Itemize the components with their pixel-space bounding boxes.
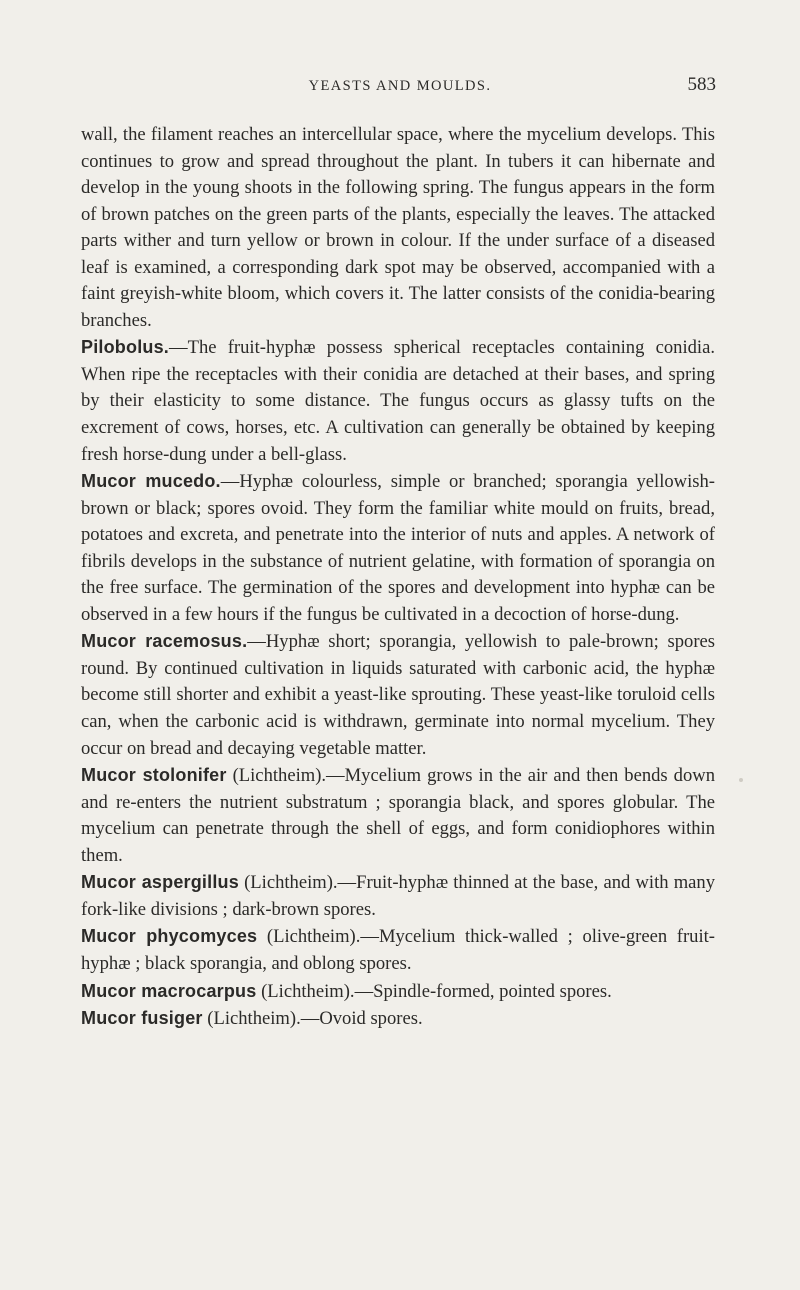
entry-term: Mucor macrocarpus [81, 980, 257, 1001]
entry-term: Mucor aspergillus [81, 872, 239, 893]
entry-term: Mucor fusiger [81, 1008, 203, 1029]
paper-speck [739, 778, 743, 782]
entry-text: (Lichtheim).—Mycelium grows in the air and then bends down and re-enters the nutrient substratum ; sporangia black, and spores globular. The mycelium can penetrate through the shell of eggs, and form conidiophores within them. [81, 765, 715, 866]
entry-term: Mucor stolonifer [81, 765, 227, 786]
entry-text: (Lichtheim).—Mycelium thick-walled ; olive-green fruit-hyphæ ; black sporangia, and oblong spores. [81, 926, 715, 974]
running-head: YEASTS AND MOULDS. [308, 78, 492, 94]
entry-mucor-racemosus [81, 628, 715, 762]
entry-text: (Lichtheim).—Ovoid spores. [202, 1008, 423, 1030]
entry-term: Mucor racemosus. [81, 631, 248, 652]
entry-mucor-fusiger [81, 1005, 715, 1033]
body-text [81, 122, 715, 1033]
entry-term: Pilobolus. [81, 337, 170, 358]
page-number: 583 [687, 74, 716, 95]
page-header [0, 74, 800, 98]
entry-mucor-mucedo [81, 468, 715, 628]
entry-text: —Hyphæ short; sporangia, yellowish to pale-brown; spores round. By continued cultivation in liquids saturated with carbonic acid, the hyphæ become still shorter and exhibit a yeast-like sprouting. These yeast-like toruloid cells can, when the carbonic acid is withdrawn, germinate into normal mycelium. They occur on bread and decaying vegetable matter. [81, 631, 715, 759]
entry-mucor-phycomyces [81, 923, 715, 977]
entry-text: —The fruit-hyphæ possess spherical receptacles containing conidia. When ripe the receptacles with their conidia are detached at their bases, and spring by their elasticity to some distance. The fungus occurs as glassy tufts on the excrement of cows, horses, etc. A cultivation can generally be obtained by keeping fresh horse-dung under a bell-glass. [81, 337, 715, 465]
entry-mucor-stolonifer [81, 762, 715, 869]
entry-mucor-macrocarpus [81, 978, 715, 1006]
entry-text: (Lichtheim).—Spindle-formed, pointed spores. [256, 980, 612, 1002]
entry-term: Mucor mucedo. [81, 471, 221, 492]
entry-mucor-aspergillus [81, 869, 715, 923]
entry-pilobolus [81, 334, 715, 468]
paragraph-intro: wall, the filament reaches an intercellular space, where the mycelium develops. This continues to grow and spread throughout the plant. In tubers it can hibernate and develop in the young shoots in the following spring. The fungus appears in the form of brown patches on the green parts of the plants, especially the leaves. The attacked parts wither and turn yellow or brown in colour. If the under surface of a diseased leaf is examined, a corresponding dark spot may be observed, accompanied with a faint greyish-white bloom, which covers it. The latter consists of the conidia-bearing branches. [81, 124, 715, 331]
entry-term: Mucor phycomyces [81, 926, 258, 947]
entry-text: —Hyphæ colourless, simple or branched; sporangia yellowish-brown or black; spores ovoid. They form the familiar white mould on fruits, bread, potatoes and excreta, and penetrate into the interior of nuts and apples. A network of fibrils develops in the substance of nutrient gelatine, with formation of sporangia on the free surface. The germination of the spores and development into hyphæ can be observed in a few hours if the fungus be cultivated in a decoction of horse-dung. [81, 471, 715, 625]
entry-text: (Lichtheim).—Fruit-hyphæ thinned at the base, and with many fork-like divisions ; dark-brown spores. [81, 872, 716, 920]
